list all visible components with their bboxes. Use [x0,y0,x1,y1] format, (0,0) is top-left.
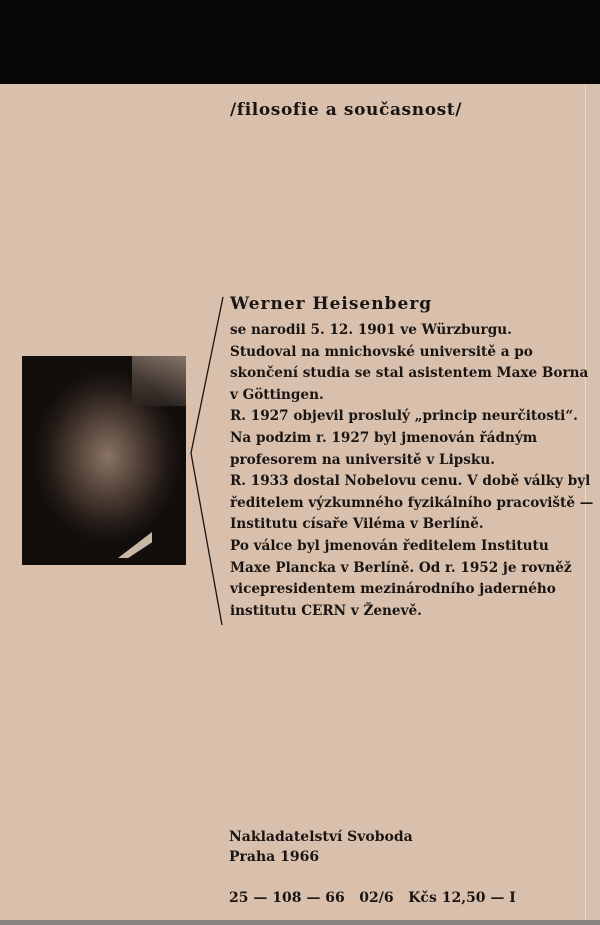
bio-line: R. 1927 objevil proslulý „princip neurčitosti“. [230,408,578,425]
author-name: Werner Heisenberg [230,294,433,314]
publisher-block [229,827,413,867]
bio-line: institutu CERN v Ženevě. [230,602,422,619]
bio-line: se narodil 5. 12. 1901 ve Würzburgu. [230,322,512,338]
author-bio [230,320,594,622]
bio-line: v Göttingen. [230,386,324,403]
bio-line: vicepresidentem mezinárodního jaderného [230,581,556,598]
bio-line: R. 1933 dostal Nobelovu cenu. V době války byl [230,473,591,490]
bio-line: ředitelem výzkumného fyzikálního pracoviště — [230,494,594,511]
bio-line: Studoval na mnichovské universitě a po [230,343,533,360]
bottom-edge [0,920,600,925]
catalog-codes-price: 25 — 108 — 66 02/6 Kčs 12,50 — I [229,890,516,906]
publication-place-year: Praha 1966 [229,849,320,865]
publisher-name: Nakladatelství Svoboda [229,829,413,845]
bio-line: Institutu císaře Viléma v Berlíně. [230,516,484,533]
bio-line: Po válce byl jmenován ředitelem Institutu [230,537,549,554]
bio-line: skončení studia se stal asistentem Maxe Borna [230,365,589,382]
bio-line: profesorem na universitě v Lipsku. [230,451,495,468]
series-title: /filosofie a současnost/ [230,100,463,120]
bio-line: Na podzim r. 1927 byl jmenován řádným [230,429,538,446]
bio-line: Maxe Plancka v Berlíně. Od r. 1952 je rovněž [230,559,572,576]
